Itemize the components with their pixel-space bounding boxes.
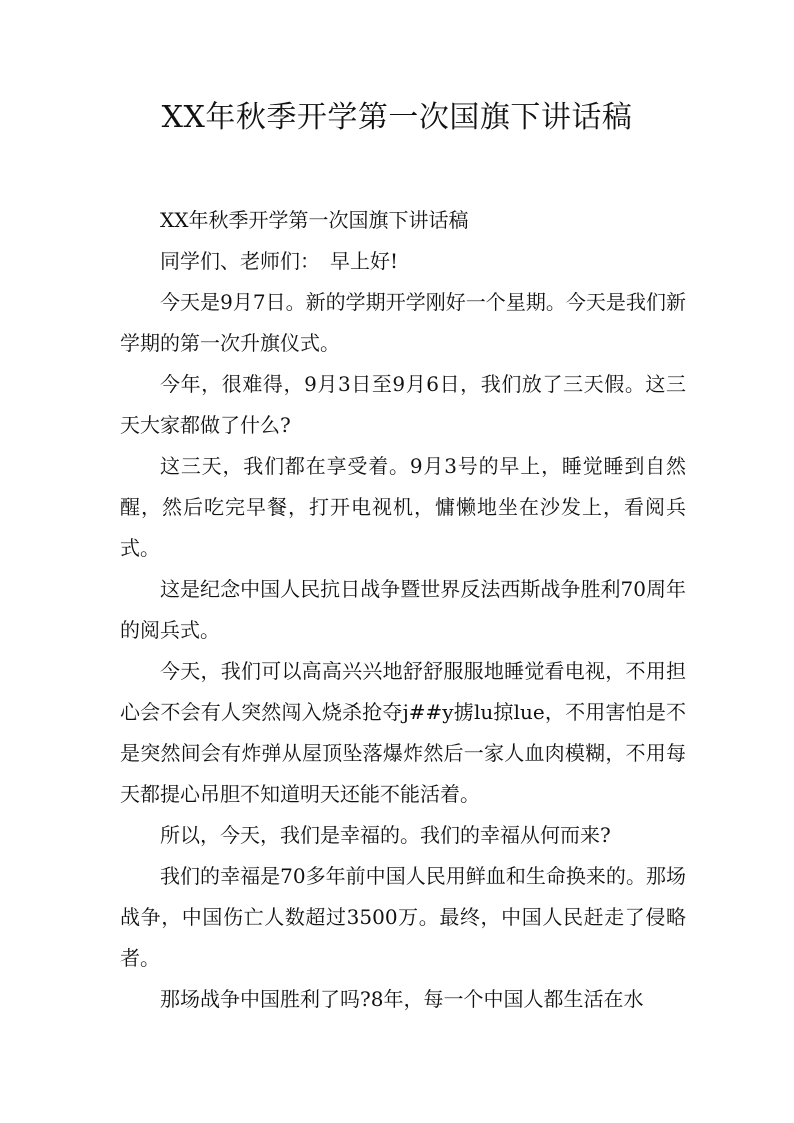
document-body: [120, 200, 686, 1020]
paragraph-anniversary: 这是纪念中国人民抗日战争暨世界反法西斯战争胜利70周年的阅兵式。: [120, 577, 686, 642]
paragraph-heading-repeat: XX年秋季开学第一次国旗下讲话稿: [160, 208, 469, 232]
paragraph-parade-morning: 这三天，我们都在享受着。9月3号的早上，睡觉睡到自然醒，然后吃完早餐，打开电视机，慵懒地坐在沙发上，看阅兵式。: [120, 454, 686, 560]
paragraph-peace: 今天，我们可以高高兴兴地舒舒服服地睡觉看电视，不用担心会不会有人突然闯入烧杀抢夺j##y掳lu掠lue，不用害怕是不是突然间会有炸弹从屋顶坠落爆炸然后一家人血肉模糊，不用每天都提心吊胆不知道明天还能不能活着。: [120, 659, 686, 806]
paragraph-happiness-question: 所以，今天，我们是幸福的。我们的幸福从何而来?: [160, 823, 611, 847]
paragraph-holiday: 今年，很难得，9月3日至9月6日，我们放了三天假。这三天大家都做了什么?: [120, 372, 686, 437]
paragraph-sacrifice: 我们的幸福是70多年前中国人民用鲜血和生命换来的。那场战争，中国伤亡人数超过3500万。最终，中国人民赶走了侵略者。: [120, 864, 686, 970]
paragraph-victory-question: 那场战争中国胜利了吗?8年，每一个中国人都生活在水: [160, 987, 644, 1011]
paragraph-greeting: 同学们、老师们： 早上好!: [160, 249, 399, 273]
paragraph-date: 今天是9月7日。新的学期开学刚好一个星期。今天是我们新学期的第一次升旗仪式。: [120, 290, 686, 355]
document-title: XX年秋季开学第一次国旗下讲话稿: [161, 100, 633, 135]
